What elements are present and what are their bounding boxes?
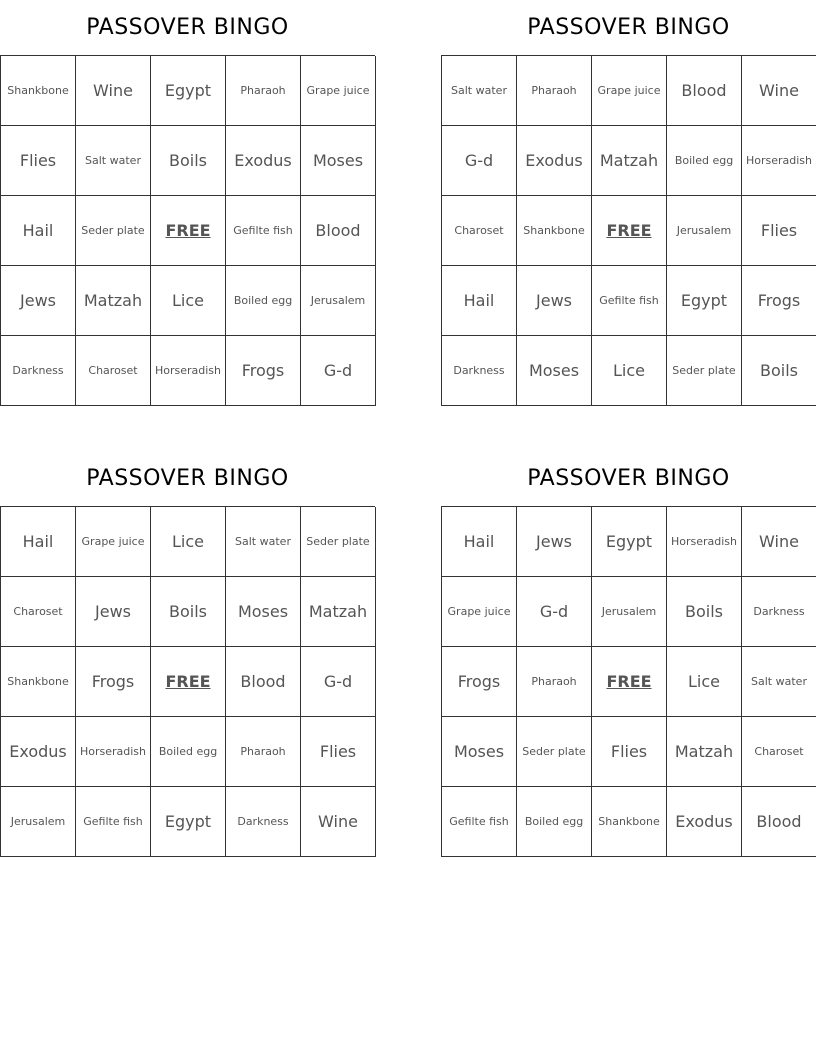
bingo-cell: Grape juice — [301, 56, 376, 126]
bingo-cell: Salt water — [442, 56, 517, 126]
bingo-cell: Frogs — [76, 647, 151, 717]
bingo-cell: Pharaoh — [517, 647, 592, 717]
bingo-cell: Egypt — [151, 56, 226, 126]
bingo-cell: Shankbone — [517, 196, 592, 266]
bingo-cell: Gefilte fish — [76, 787, 151, 857]
bingo-cell: Blood — [226, 647, 301, 717]
bingo-cell: Lice — [592, 336, 667, 406]
bingo-cell: Exodus — [517, 126, 592, 196]
bingo-cell: Blood — [667, 56, 742, 126]
bingo-cell: Shankbone — [1, 647, 76, 717]
bingo-cell: Grape juice — [442, 577, 517, 647]
bingo-cell: Wine — [742, 56, 816, 126]
bingo-cell: Charoset — [76, 336, 151, 406]
bingo-cell: Seder plate — [667, 336, 742, 406]
bingo-cell: Lice — [151, 507, 226, 577]
bingo-cell: Horseradish — [667, 507, 742, 577]
bingo-cell: Matzah — [301, 577, 376, 647]
bingo-cell: Frogs — [442, 647, 517, 717]
bingo-cell: Boils — [151, 577, 226, 647]
bingo-cell: Charoset — [442, 196, 517, 266]
bingo-cell: Blood — [301, 196, 376, 266]
bingo-cell: G-d — [301, 647, 376, 717]
card-title: PASSOVER BINGO — [86, 15, 289, 40]
bingo-grid — [0, 55, 375, 406]
bingo-grid — [441, 506, 816, 857]
bingo-cell: Jews — [76, 577, 151, 647]
bingo-cell: Boils — [151, 126, 226, 196]
bingo-cell: Flies — [1, 126, 76, 196]
bingo-cell: Pharaoh — [226, 56, 301, 126]
bingo-cell: Salt water — [226, 507, 301, 577]
bingo-cell: Hail — [442, 507, 517, 577]
bingo-cell: Hail — [1, 196, 76, 266]
bingo-cell: Lice — [667, 647, 742, 717]
bingo-cell: Flies — [742, 196, 816, 266]
bingo-cell: Gefilte fish — [442, 787, 517, 857]
bingo-cell: Flies — [592, 717, 667, 787]
bingo-cell: G-d — [442, 126, 517, 196]
bingo-cell: Charoset — [742, 717, 816, 787]
bingo-cell: Egypt — [151, 787, 226, 857]
bingo-card-1 — [0, 0, 375, 406]
card-title: PASSOVER BINGO — [86, 466, 289, 491]
card-title: PASSOVER BINGO — [527, 466, 730, 491]
bingo-cell: Wine — [301, 787, 376, 857]
free-space: FREE — [151, 196, 226, 266]
bingo-cell: G-d — [301, 336, 376, 406]
bingo-cell: Darkness — [442, 336, 517, 406]
bingo-cell: Jerusalem — [301, 266, 376, 336]
bingo-cell: Moses — [442, 717, 517, 787]
bingo-cell: Charoset — [1, 577, 76, 647]
bingo-cell: Jerusalem — [667, 196, 742, 266]
bingo-cell: Salt water — [76, 126, 151, 196]
bingo-cell: Boils — [742, 336, 816, 406]
bingo-grid — [441, 55, 816, 406]
bingo-cell: Matzah — [76, 266, 151, 336]
bingo-cell: Moses — [226, 577, 301, 647]
bingo-card-2 — [441, 0, 816, 406]
bingo-cell: Jerusalem — [1, 787, 76, 857]
bingo-cell: Exodus — [1, 717, 76, 787]
bingo-card-4 — [441, 451, 816, 857]
bingo-cell: Jews — [517, 507, 592, 577]
bingo-cell: Moses — [517, 336, 592, 406]
bingo-cell: Horseradish — [742, 126, 816, 196]
bingo-cell: Moses — [301, 126, 376, 196]
bingo-cell: Jerusalem — [592, 577, 667, 647]
bingo-cell: Flies — [301, 717, 376, 787]
bingo-cell: Seder plate — [517, 717, 592, 787]
bingo-cell: Salt water — [742, 647, 816, 717]
bingo-cell: Wine — [742, 507, 816, 577]
bingo-cell: Wine — [76, 56, 151, 126]
bingo-cell: Boils — [667, 577, 742, 647]
bingo-grid — [0, 506, 375, 857]
bingo-cell: Pharaoh — [517, 56, 592, 126]
free-space: FREE — [592, 647, 667, 717]
bingo-cell: Matzah — [592, 126, 667, 196]
bingo-cell: Darkness — [1, 336, 76, 406]
bingo-cell: Frogs — [226, 336, 301, 406]
bingo-cell: Boiled egg — [226, 266, 301, 336]
bingo-cell: Grape juice — [592, 56, 667, 126]
bingo-cell: Egypt — [667, 266, 742, 336]
bingo-cell: Frogs — [742, 266, 816, 336]
bingo-cell: Jews — [1, 266, 76, 336]
bingo-cell: Matzah — [667, 717, 742, 787]
bingo-cell: Exodus — [226, 126, 301, 196]
bingo-cell: Grape juice — [76, 507, 151, 577]
bingo-cell: Exodus — [667, 787, 742, 857]
bingo-cell: Boiled egg — [151, 717, 226, 787]
bingo-cell: Blood — [742, 787, 816, 857]
bingo-cell: Darkness — [226, 787, 301, 857]
bingo-cell: Horseradish — [76, 717, 151, 787]
bingo-cell: Pharaoh — [226, 717, 301, 787]
bingo-cell: Jews — [517, 266, 592, 336]
bingo-cell: Gefilte fish — [226, 196, 301, 266]
free-space: FREE — [151, 647, 226, 717]
bingo-cell: Shankbone — [592, 787, 667, 857]
bingo-cell: G-d — [517, 577, 592, 647]
bingo-cell: Darkness — [742, 577, 816, 647]
bingo-cell: Lice — [151, 266, 226, 336]
bingo-cell: Egypt — [592, 507, 667, 577]
free-space: FREE — [592, 196, 667, 266]
bingo-cell: Boiled egg — [667, 126, 742, 196]
bingo-cell: Horseradish — [151, 336, 226, 406]
bingo-cell: Seder plate — [76, 196, 151, 266]
bingo-cell: Hail — [1, 507, 76, 577]
bingo-cell: Hail — [442, 266, 517, 336]
bingo-cell: Boiled egg — [517, 787, 592, 857]
bingo-cell: Shankbone — [1, 56, 76, 126]
bingo-cell: Seder plate — [301, 507, 376, 577]
card-title: PASSOVER BINGO — [527, 15, 730, 40]
bingo-cell: Gefilte fish — [592, 266, 667, 336]
bingo-card-3 — [0, 451, 375, 857]
